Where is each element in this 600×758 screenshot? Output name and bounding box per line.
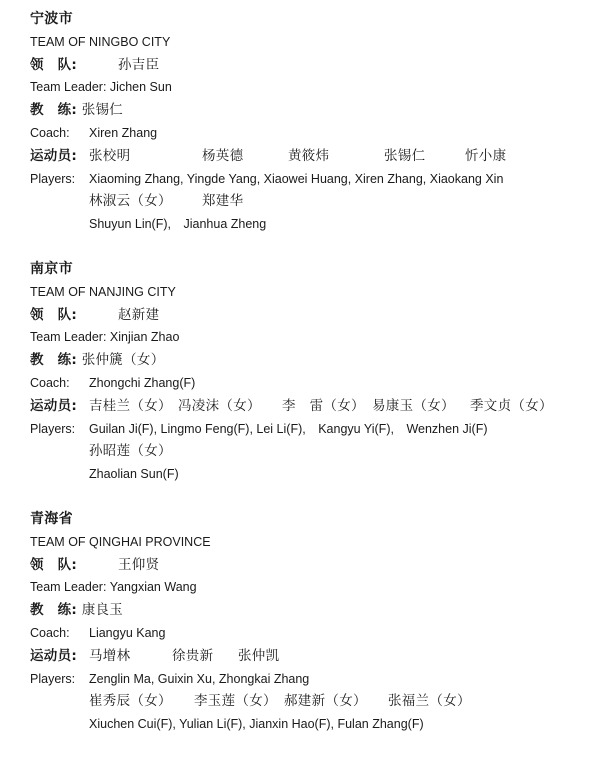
leader-row-en (30, 76, 590, 99)
player-name-cn: 易康玉（女） (372, 397, 455, 414)
players-row1-en (30, 418, 590, 441)
team-name-en: TEAM OF NANJING CITY (30, 284, 176, 299)
team-name-cn: 宁波市 (30, 11, 73, 27)
players-row2-en: Xiuchen Cui(F), Yulian Li(F), Jianxin Hao(F), Fulan Zhang(F) (89, 717, 424, 732)
coach-label-cn: 教 练: (30, 102, 78, 119)
player-name-cn: 李玉莲（女） (194, 693, 277, 710)
coach-name-en: Zhongchi Zhang(F) (89, 375, 196, 390)
team-name-en: TEAM OF QINGHAI PROVINCE (30, 534, 211, 549)
coach-name-en: Liangyu Kang (89, 625, 166, 640)
players-label-cn: 运动员: (30, 147, 78, 164)
player-name-cn: 张福兰（女） (388, 693, 471, 710)
coach-row-cn (30, 349, 590, 372)
leader-name-cn: 孙吉臣 (118, 56, 160, 73)
team-qinghai (30, 508, 590, 736)
players-label-en: Players: (30, 421, 76, 436)
coach-label-cn: 教 练: (30, 602, 78, 619)
leader-name-cn: 赵新建 (118, 306, 160, 323)
player-name-cn: 吉桂兰（女） (89, 397, 172, 414)
players-label-cn: 运动员: (30, 397, 78, 414)
player-name-cn: 郑建华 (202, 193, 244, 210)
leader-label-en: Team Leader: (30, 80, 107, 95)
player-name-cn: 张校明 (89, 147, 131, 164)
coach-label-en: Coach: (30, 625, 70, 640)
coach-row-en (30, 622, 590, 645)
players-row1-en (30, 668, 590, 691)
leader-row-cn (30, 304, 590, 327)
coach-name-cn: 张仲篪（女） (81, 352, 165, 369)
coach-row-en (30, 372, 590, 395)
leader-label-cn: 领 队: (30, 306, 78, 323)
coach-row-cn (30, 599, 590, 622)
coach-name-en: Xiren Zhang (89, 125, 158, 140)
players-row2-en: Shuyun Lin(F), Jianhua Zheng (89, 217, 267, 232)
leader-row-cn (30, 54, 590, 77)
players-row2-en: Zhaolian Sun(F) (89, 467, 179, 482)
player-name-cn: 张锡仁 (384, 147, 426, 164)
players-label-cn: 运动员: (30, 647, 78, 664)
player-name-cn: 崔秀辰（女） (89, 693, 172, 710)
player-name-cn: 忻小康 (465, 147, 507, 164)
leader-name-cn: 王仰贤 (118, 556, 160, 573)
leader-label-en: Team Leader: (30, 330, 107, 345)
leader-label-cn: 领 队: (30, 56, 78, 73)
coach-name-cn: 张锡仁 (81, 102, 124, 119)
player-name-cn: 马增林 (89, 647, 131, 664)
player-name-cn: 林淑云（女） (89, 193, 172, 210)
team-ningbo (30, 8, 590, 236)
leader-row-cn (30, 554, 590, 577)
player-name-cn: 郝建新（女） (284, 693, 367, 710)
team-nanjing (30, 258, 590, 486)
coach-label-cn: 教 练: (30, 352, 78, 369)
leader-name-en: Xinjian Zhao (109, 330, 180, 345)
players-row2-cn (30, 190, 590, 213)
leader-label-cn: 领 队: (30, 556, 78, 573)
players-label-en: Players: (30, 671, 76, 686)
leader-label-en: Team Leader: (30, 580, 107, 595)
team-name-cn: 南京市 (30, 260, 73, 277)
players-row1-cn (30, 395, 590, 418)
player-name-cn: 杨英德 (202, 147, 244, 164)
coach-name-cn: 康良玉 (81, 602, 124, 619)
coach-label-en: Coach: (30, 375, 70, 390)
players-names-en: Xiaoming Zhang, Yingde Yang, Xiaowei Huang, Xiren Zhang, Xiaokang Xin (89, 171, 504, 186)
players-row2-cn (30, 690, 590, 713)
players-row1-en (30, 168, 590, 191)
player-name-cn: 季文贞（女） (470, 397, 553, 414)
coach-label-en: Coach: (30, 125, 70, 140)
leader-row-en (30, 576, 590, 599)
players-row1-cn (30, 145, 590, 168)
players-names-en: Zenglin Ma, Guixin Xu, Zhongkai Zhang (89, 671, 310, 686)
team-name-cn: 青海省 (30, 510, 73, 527)
player-name-cn: 徐贵新 (172, 647, 214, 664)
player-name-cn: 黄筱炜 (288, 147, 330, 164)
leader-row-en (30, 326, 590, 349)
player-name-cn: 冯凌沫（女） (178, 397, 261, 414)
players-label-en: Players: (30, 171, 76, 186)
roster-page (30, 8, 590, 758)
leader-name-en: Yangxian Wang (109, 580, 197, 595)
players-row1-cn (30, 645, 590, 668)
players-names-en: Guilan Ji(F), Lingmo Feng(F), Lei Li(F), Kangyu Yi(F), Wenzhen Ji(F) (89, 421, 488, 436)
coach-row-cn (30, 99, 590, 122)
coach-row-en (30, 122, 590, 145)
player-name-cn: 李 雷（女） (282, 397, 365, 414)
player-name-cn: 张仲凯 (238, 647, 280, 664)
players-row2-cn (30, 440, 590, 463)
player-name-cn: 孙昭莲（女） (89, 443, 172, 460)
leader-name-en: Jichen Sun (109, 80, 172, 95)
team-name-en: TEAM OF NINGBO CITY (30, 34, 171, 49)
